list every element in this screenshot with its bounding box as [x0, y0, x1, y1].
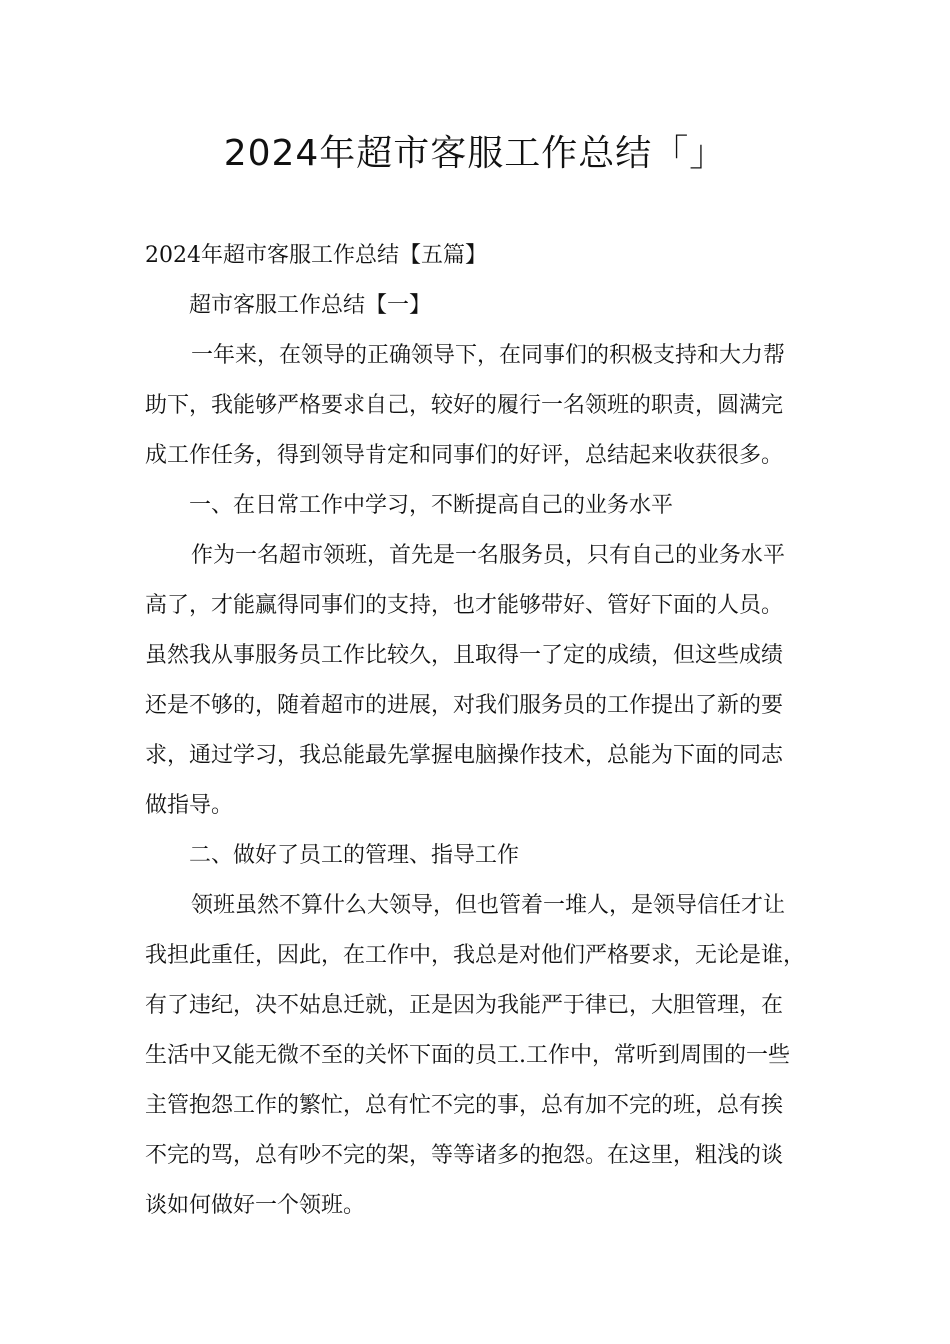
paragraph-line: 生活中又能无微不至的关怀下面的员工.工作中，常听到周围的一些 [145, 1043, 790, 1068]
paragraph-line: 谈如何做好一个领班。 [145, 1193, 366, 1218]
section-heading: 超市客服工作总结【一】 [189, 293, 432, 318]
section-heading: 二、做好了员工的管理、指导工作 [189, 843, 520, 868]
paragraph-line: 求，通过学习，我总能最先掌握电脑操作技术，总能为下面的同志 [145, 743, 784, 768]
document-title: 2024年超市客服工作总结「」 [223, 133, 727, 174]
section-heading: 一、在日常工作中学习，不断提高自己的业务水平 [189, 493, 674, 518]
paragraph-line: 一年来，在领导的正确领导下，在同事们的积极支持和大力帮 [191, 343, 786, 368]
paragraph-line: 成工作任务，得到领导肯定和同事们的好评，总结起来收获很多。 [145, 443, 784, 468]
paragraph-line: 助下，我能够严格要求自己，较好的履行一名领班的职责，圆满完 [145, 393, 784, 418]
paragraph-line: 高了，才能赢得同事们的支持，也才能够带好、管好下面的人员。 [145, 593, 784, 618]
paragraph-line: 我担此重任，因此，在工作中，我总是对他们严格要求，无论是谁， [145, 943, 806, 968]
subtitle-line: 2024年超市客服工作总结【五篇】 [145, 243, 487, 268]
paragraph-line: 作为一名超市领班，首先是一名服务员，只有自己的业务水平 [191, 543, 786, 568]
document-body [145, 231, 825, 1231]
paragraph-line: 做指导。 [145, 793, 234, 818]
paragraph-line: 主管抱怨工作的繁忙，总有忙不完的事，总有加不完的班，总有挨 [145, 1093, 784, 1118]
paragraph-line: 有了违纪，决不姑息迁就，正是因为我能严于律已，大胆管理，在 [145, 993, 784, 1018]
paragraph-line: 不完的骂，总有吵不完的架，等等诸多的抱怨。在这里，粗浅的谈 [145, 1143, 784, 1168]
paragraph-line: 虽然我从事服务员工作比较久，且取得一了定的成绩，但这些成绩 [145, 643, 784, 668]
paragraph-line: 领班虽然不算什么大领导，但也管着一堆人，是领导信任才让 [191, 893, 786, 918]
paragraph-line: 还是不够的，随着超市的进展，对我们服务员的工作提出了新的要 [145, 693, 784, 718]
